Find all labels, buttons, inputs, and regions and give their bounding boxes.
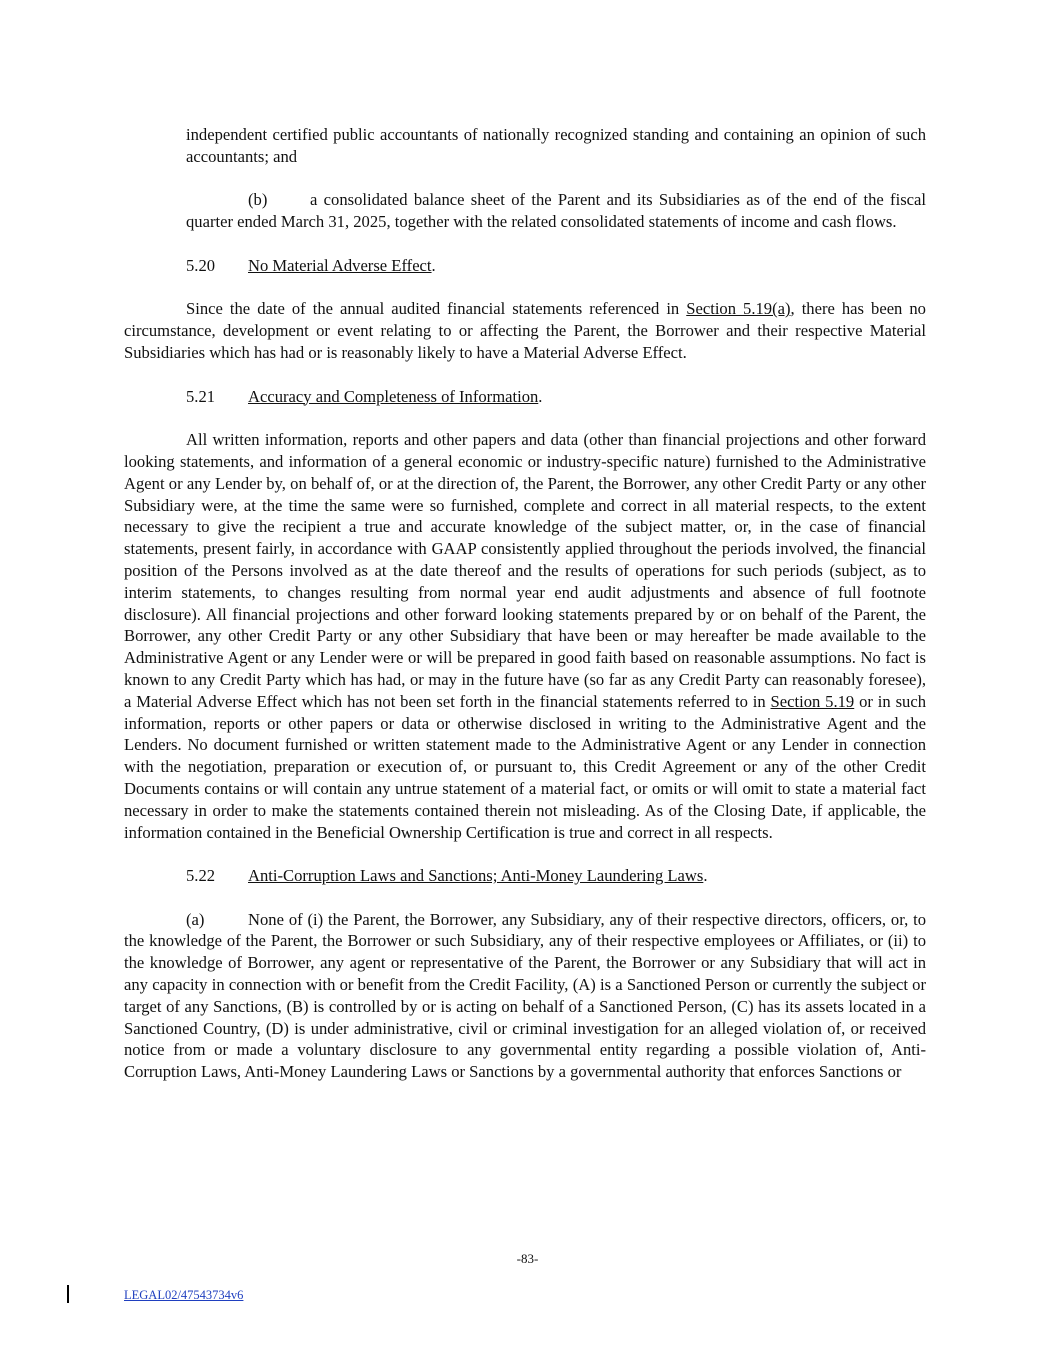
section-5-21-heading: 5.21 Accuracy and Completeness of Information.	[186, 386, 543, 406]
clause-b-label: (b)	[248, 190, 268, 210]
section-5-22-heading: 5.22 Anti-Corruption Laws and Sanctions; Anti-Money Laundering Laws.	[186, 866, 708, 886]
section-5-21-body: All written information, reports and other papers and data (other than financial projections and other forward looking statements, and information of a general economic or industry-specific nature) furnished to the Administrative Agent or any Lender by, on behalf of, or at the direction of, the Parent, the Borrower, any other Credit Party or any other Subsidiary were, at the time the same were so furnished, complete and correct in all material respects, to the extent necessary to give the recipient a true and accurate knowledge of the subject matter, or, in the case of financial statements, present fairly, in accordance with GAAP consistently applied throughout the periods involved, the financial position of the Persons involved as at the date thereof and the results of operations for such periods (subject, as to interim statements, to changes resulting from normal year end audit adjustments and absence of full footnote disclosure). All financial projections and other forward looking statements prepared by or on behalf of the Parent, the Borrower, any other Credit Party or any other Subsidiary that have been or may hereafter be made available to the Administrative Agent or any Lender were or will be prepared in good faith based on reasonable assumptions. No fact is known to any Credit Party which has had, or may in the future have (so far as any Credit Party can reasonably foresee), a Material Adverse Effect which has not been set forth in the financial statements referred to in Section 5.19 or in such information, reports or other papers or data or otherwise disclosed in writing to the Administrative Agent and the Lenders. No document furnished or written statement made to the Administrative Agent or any Lender in connection with the negotiation, preparation or execution of, or pursuant to, this Credit Agreement or any of the other Credit Documents contains or will contain any untrue statement of a material fact, or omits or will omit to state a material fact necessary in order to make the statements contained therein not misleading. As of the Closing Date, if applicable, the information contained in the Beneficial Ownership Certification is true and correct in all respects.	[124, 430, 927, 842]
clause-a-text: None of (i) the Parent, the Borrower, any Subsidiary, any of their respective directors, officers, or, to the knowledge of the Parent, the Borrower or such Subsidiary, any of their respective employees or Affiliates, or (ii) to the knowledge of Borrower, any agent or representative of the Parent, the Borrower or any Subsidiary that will act in any capacity in connection with or benefit from the Credit Facility, (A) is a Sanctioned Person or currently the subject or target of any Sanctions, (B) is controlled by or is acting on behalf of a Sanctioned Person, (C) has its assets located in a Sanctioned Country, (D) is under administrative, civil or criminal investigation for an alleged violation of, or received notice from or made a voluntary disclosure to any governmental entity regarding a possible violation of, Anti-Corruption Laws, Anti-Money Laundering Laws or Sanctions by a governmental authority that enforces Sanctions or	[124, 909, 926, 1082]
section-title: Anti-Corruption Laws and Sanctions; Anti-Money Laundering Laws	[248, 866, 704, 886]
document-reference-link[interactable]: LEGAL02/47543734v6	[124, 1288, 244, 1302]
section-number: 5.20	[186, 255, 216, 275]
section-number: 5.22	[186, 866, 216, 886]
section-reference-link[interactable]: Section 5.19(a)	[686, 299, 791, 319]
section-5-20-heading: 5.20 No Material Adverse Effect.	[186, 255, 436, 275]
section-number: 5.21	[186, 386, 216, 406]
change-bar	[67, 1285, 69, 1303]
section-5-22-clause-a	[124, 909, 926, 1083]
clause-a-label: (a)	[186, 909, 205, 929]
section-reference-link[interactable]: Section 5.19	[770, 691, 855, 711]
clause-b-paragraph	[186, 189, 926, 233]
intro-paragraph: independent certified public accountants of nationally recognized standing and containing an opinion of such accountants; and	[186, 125, 926, 166]
section-title: Accuracy and Completeness of Information	[248, 386, 539, 406]
section-5-20-body: Since the date of the annual audited financial statements referenced in Section 5.19(a), there has been no circumstance, development or event relating to or affecting the Parent, the Borrower and their respective Material Subsidiaries which has had or is reasonably likely to have a Material Adverse Effect.	[124, 299, 926, 362]
page-number: -83-	[516, 1251, 539, 1266]
section-title: No Material Adverse Effect	[248, 255, 432, 275]
document-body	[124, 124, 926, 1083]
clause-b-text: a consolidated balance sheet of the Parent and its Subsidiaries as of the end of the fiscal quarter ended March 31, 2025, together with the related consolidated statements of income and cash flows.	[186, 190, 926, 232]
